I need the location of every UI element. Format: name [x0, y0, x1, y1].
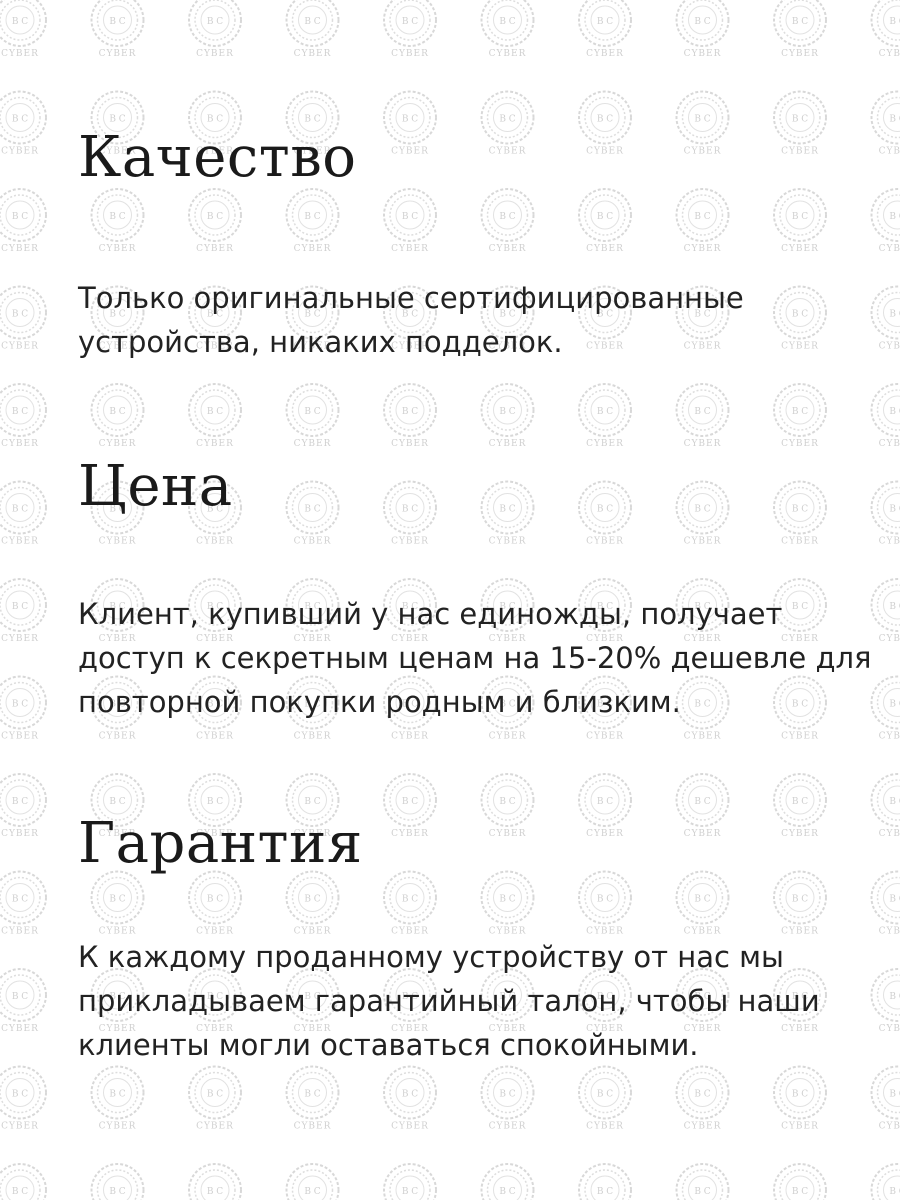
heading-price: Цена — [78, 454, 233, 519]
heading-warranty: Гарантия — [78, 811, 363, 876]
text-price: Клиент, купивший у нас единожды, получает доступ к секретным ценам на 15-20% дешевле для повторной покупки родным и близким. — [78, 597, 872, 719]
heading-quality: Качество — [78, 125, 357, 190]
text-quality: Только оригинальные сертифицированные устройства, никаких подделок. — [78, 281, 744, 359]
text-warranty: К каждому проданному устройству от нас мы прикладываем гарантийный талон, чтобы наши клиенты могли оставаться спокойными. — [78, 940, 820, 1062]
